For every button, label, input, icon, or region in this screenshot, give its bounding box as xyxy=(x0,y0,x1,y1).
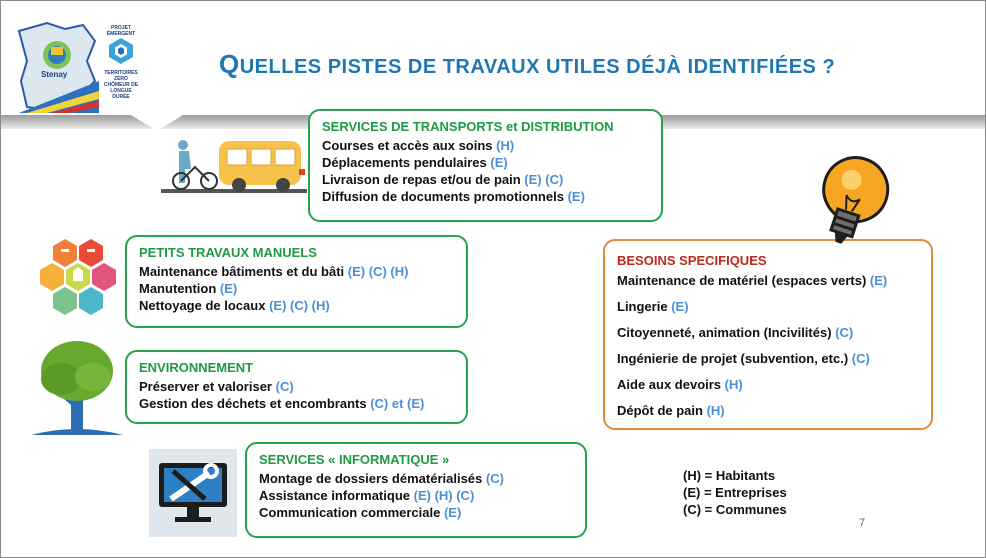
besoins-item xyxy=(617,294,919,320)
environnement-title: ENVIRONNEMENT xyxy=(139,360,254,375)
item-tags: (H) xyxy=(706,403,725,418)
item-text: Nettoyage de locaux xyxy=(139,298,266,313)
besoins-item xyxy=(617,372,919,398)
page-number: 7 xyxy=(859,517,866,529)
petits-travaux-item xyxy=(139,263,454,280)
title-initial: Q xyxy=(219,49,240,79)
item-text: Déplacements pendulaires xyxy=(322,155,487,170)
item-tags: (E) (C) xyxy=(524,172,564,187)
tree-icon xyxy=(31,337,123,437)
item-tags: (E) xyxy=(219,281,238,296)
page-title xyxy=(219,49,835,80)
tzcld-top-label: PROJET ÉMERGENT xyxy=(106,25,136,37)
besoins-item xyxy=(617,320,919,346)
item-text: Aide aux devoirs xyxy=(617,377,722,392)
item-text: Manutention xyxy=(139,281,217,296)
tzcld-hex-icon xyxy=(107,37,135,65)
item-text: Courses et accès aux soins xyxy=(322,138,493,153)
petits-travaux-item xyxy=(139,280,454,297)
item-tags: (E) xyxy=(567,189,585,204)
item-tags: (C) et (E) xyxy=(370,396,425,411)
item-text: Livraison de repas et/ou de pain xyxy=(322,172,521,187)
computer-repair-icon xyxy=(149,449,237,537)
item-text: Dépôt de pain xyxy=(617,403,703,418)
transport-icon xyxy=(161,131,307,195)
informatique-item xyxy=(259,504,573,521)
stenay-label: Stenay xyxy=(41,70,68,79)
item-tags: (E) (C) (H) xyxy=(347,264,409,279)
tzcld-bottom-label: TERRITOIRES ZÉRO CHÔMEUR DE LONGUE DURÉE xyxy=(103,70,139,100)
informatique-box xyxy=(245,442,587,538)
item-text: Assistance informatique xyxy=(259,488,410,503)
petits-travaux-item xyxy=(139,297,454,314)
legend-communes: (C) = Communes xyxy=(683,502,787,517)
environnement-item xyxy=(139,378,454,395)
header-notch xyxy=(131,115,183,131)
item-text: Gestion des déchets et encombrants xyxy=(139,396,367,411)
transports-item xyxy=(322,137,649,154)
tzcld-logo xyxy=(101,25,141,100)
item-tags: (H) xyxy=(724,377,743,392)
item-text: Lingerie xyxy=(617,299,668,314)
besoins-title: BESOINS SPECIFIQUES xyxy=(617,253,767,268)
legend-entreprises: (E) = Entreprises xyxy=(683,485,787,500)
transports-item xyxy=(322,188,649,205)
item-tags: (E) (H) (C) xyxy=(413,488,475,503)
item-tags: (H) xyxy=(496,138,515,153)
item-tags: (E) xyxy=(443,505,462,520)
besoins-box xyxy=(603,239,933,430)
besoins-item xyxy=(617,346,919,372)
legend xyxy=(683,467,787,518)
petits-travaux-box xyxy=(125,235,468,328)
informatique-item xyxy=(259,487,573,504)
item-tags: (E) xyxy=(671,299,689,314)
item-text: Montage de dossiers dématérialisés xyxy=(259,471,483,486)
item-tags: (E) (C) (H) xyxy=(269,298,330,313)
item-text: Ingénierie de projet (subvention, etc.) xyxy=(617,351,849,366)
besoins-item xyxy=(617,268,919,294)
legend-habitants: (H) = Habitants xyxy=(683,468,776,483)
item-text: Communication commerciale xyxy=(259,505,441,520)
petits-travaux-title: PETITS TRAVAUX MANUELS xyxy=(139,245,317,260)
item-text: Diffusion de documents promotionnels xyxy=(322,189,564,204)
item-text: Maintenance de matériel (espaces verts) xyxy=(617,273,867,288)
light-bulb-icon xyxy=(809,151,895,257)
item-tags: (E) xyxy=(490,155,508,170)
tools-hexagon-icon xyxy=(35,237,123,319)
transports-box xyxy=(308,109,663,222)
informatique-item xyxy=(259,470,573,487)
environnement-box xyxy=(125,350,468,424)
item-tags: (E) xyxy=(869,273,888,288)
item-tags: (C) xyxy=(275,379,294,394)
item-tags: (C) xyxy=(851,351,870,366)
transports-item xyxy=(322,171,649,188)
item-tags: (C) xyxy=(835,325,854,340)
transports-item xyxy=(322,154,649,171)
environnement-item xyxy=(139,395,454,412)
item-text: Maintenance bâtiments et du bâti xyxy=(139,264,345,279)
informatique-title: SERVICES « INFORMATIQUE » xyxy=(259,452,450,467)
transports-title: SERVICES DE TRANSPORTS et DISTRIBUTION xyxy=(322,119,614,134)
besoins-item xyxy=(617,398,919,424)
stenay-logo-icon xyxy=(17,21,99,113)
title-rest: UELLES PISTES DE TRAVAUX UTILES DÉJÀ IDENTIFIÉES ? xyxy=(239,56,836,78)
item-text: Préserver et valoriser xyxy=(139,379,272,394)
item-tags: (C) xyxy=(485,471,504,486)
item-text: Citoyenneté, animation (Incivilités) xyxy=(617,325,832,340)
